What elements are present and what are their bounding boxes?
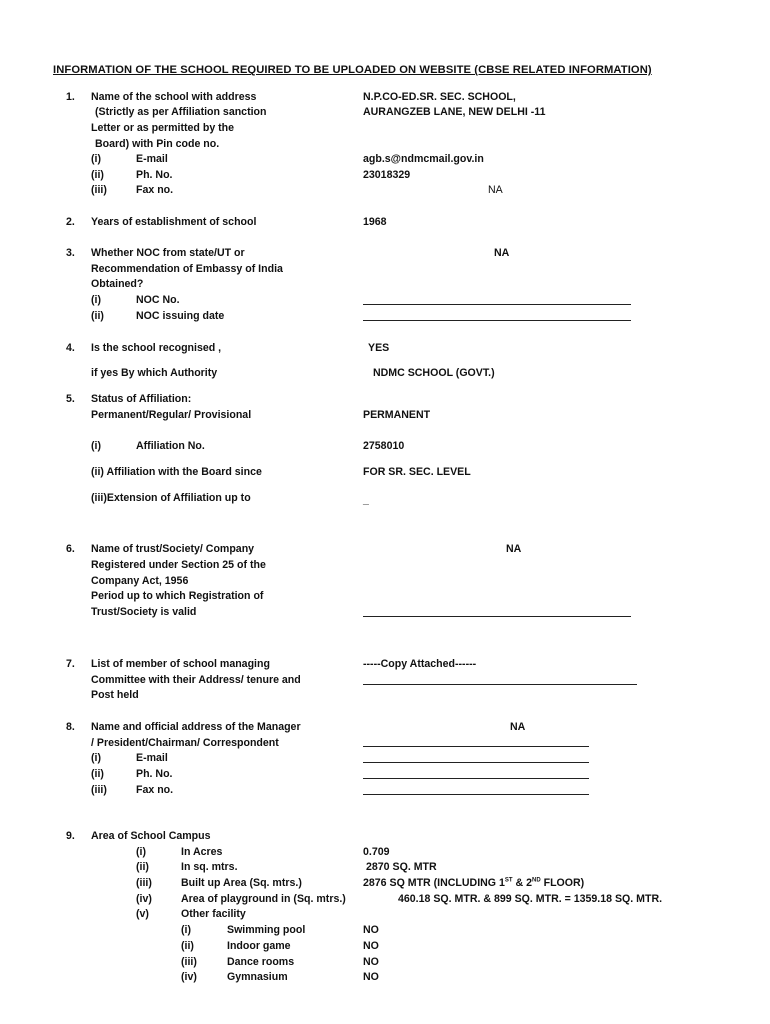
section-1-roman-i: (i) [91,153,101,165]
section-4-label: Is the school recognised , [91,342,222,354]
built-up-area-text: & 2 [512,877,532,889]
noc-date-label: NOC issuing date [136,310,225,322]
affiliation-status-value: PERMANENT [363,409,431,421]
section-7-label-line-2: Committee with their Address/ tenure and [91,674,301,686]
noc-date-blank-line [363,320,631,321]
section-3-label-line-2: Recommendation of Embassy of India [91,263,283,275]
section-5-label-line-1: Status of Affiliation: [91,393,192,405]
section-1-email-label: E-mail [136,153,168,165]
section-1-phone-label: Ph. No. [136,169,173,181]
committee-blank-line [363,684,637,685]
facility-label: Swimming pool [227,924,306,936]
noc-no-label: NOC No. [136,294,180,306]
affiliation-extension-label: (iii)Extension of Affiliation up to [91,492,251,504]
section-7-label-line-1: List of member of school managing [91,658,270,670]
school-email-value: agb.s@ndmcmail.gov.in [363,153,484,165]
affiliation-no-value: 2758010 [363,440,405,452]
section-1-roman-iii: (iii) [91,184,107,196]
affiliation-no-label: Affiliation No. [136,440,205,452]
campus-acres-value: 0.709 [363,846,390,858]
campus-item-roman: (ii) [136,861,149,873]
school-phone-value: 23018329 [363,169,411,181]
campus-sqm-label: In sq. mtrs. [181,861,238,873]
school-address-value: AURANGZEB LANE, NEW DELHI -11 [363,106,546,118]
section-1-fax-label: Fax no. [136,184,174,196]
manager-address-blank-line [363,746,589,747]
manager-phone-blank-line [363,778,589,779]
section-8-roman-i: (i) [91,752,101,764]
facility-label: Dance rooms [227,956,295,968]
section-6-label-line-2: Registered under Section 25 of the [91,559,266,571]
committee-value: -----Copy Attached------ [363,658,477,670]
section-1-label-line-3: Letter or as permitted by the [91,122,235,134]
built-up-area-value [363,877,584,890]
school-fax-value: NA [488,184,503,196]
campus-item-roman: (iv) [136,893,152,905]
noc-no-blank-line [363,304,631,305]
section-1-label-line-1: Name of the school with address [91,91,257,103]
other-facility-label: Other facility [181,908,246,920]
section-8-roman-ii: (ii) [91,768,104,780]
facility-label: Indoor game [227,940,291,952]
facility-roman: (iv) [181,971,197,983]
section-6-label-line-1: Name of trust/Society/ Company [91,543,255,555]
built-up-area-text: FLOOR) [540,877,585,889]
section-6-number: 6. [66,543,75,555]
section-7-label-line-3: Post held [91,689,139,701]
section-5-roman-i: (i) [91,440,101,452]
section-3-roman-i: (i) [91,294,101,306]
section-1-label-line-4: Board) with Pin code no. [95,138,220,150]
section-6-label-line-5: Trust/Society is valid [91,606,197,618]
affiliation-since-value: FOR SR. SEC. LEVEL [363,466,471,478]
facility-value: NO [363,940,379,952]
campus-item-roman: (iii) [136,877,152,889]
facility-value: NO [363,924,379,936]
affiliation-since-label: (ii) Affiliation with the Board since [91,466,262,478]
playground-area-value: 460.18 SQ. MTR. & 899 SQ. MTR. = 1359.18 SQ. MTR. [398,893,663,905]
built-up-area-label: Built up Area (Sq. mtrs.) [181,877,302,889]
recognised-value: YES [368,342,390,354]
section-3-label-line-3: Obtained? [91,278,144,290]
facility-value: NO [363,971,379,983]
section-3-label-line-1: Whether NOC from state/UT or [91,247,245,259]
authority-label: if yes By which Authority [91,367,218,379]
facility-value: NO [363,956,379,968]
manager-email-blank-line [363,762,589,763]
authority-value: NDMC SCHOOL (GOVT.) [373,367,495,379]
section-9-number: 9. [66,830,75,842]
manager-fax-blank-line [363,794,589,795]
section-9-label: Area of School Campus [91,830,211,842]
campus-sqm-value: 2870 SQ. MTR [366,861,437,873]
establishment-year-value: 1968 [363,216,387,228]
playground-area-label: Area of playground in (Sq. mtrs.) [181,893,346,905]
floor-superscript: ND [531,877,541,884]
section-8-label-line-1: Name and official address of the Manager [91,721,301,733]
section-3-number: 3. [66,247,75,259]
section-8-label-line-2: / President/Chairman/ Correspondent [91,737,279,749]
section-8-number: 8. [66,721,75,733]
section-1-label-line-2: (Strictly as per Affiliation sanction [95,106,267,118]
document-title: INFORMATION OF THE SCHOOL REQUIRED TO BE UPLOADED ON WEBSITE (CBSE RELATED INFORMATION) [53,64,652,76]
manager-phone-label: Ph. No. [136,768,173,780]
built-up-area-text: 2876 SQ MTR (INCLUDING 1 [363,877,505,889]
section-7-number: 7. [66,658,75,670]
section-5-label-line-2: Permanent/Regular/ Provisional [91,409,252,421]
floor-superscript: ST [504,877,513,884]
manager-value: NA [510,721,526,733]
section-1-number: 1. [66,91,75,103]
section-1-roman-ii: (ii) [91,169,104,181]
section-5-number: 5. [66,393,75,405]
section-8-roman-iii: (iii) [91,784,107,796]
section-6-label-line-3: Company Act, 1956 [91,575,189,587]
facility-roman: (ii) [181,940,194,952]
trust-validity-blank-line [363,616,631,617]
facility-label: Gymnasium [227,971,288,983]
facility-roman: (iii) [181,956,197,968]
manager-fax-label: Fax no. [136,784,174,796]
campus-item-roman: (i) [136,846,146,858]
noc-value: NA [494,247,510,259]
affiliation-extension-value: _ [363,494,369,506]
section-6-label-line-4: Period up to which Registration of [91,590,264,602]
manager-email-label: E-mail [136,752,168,764]
campus-acres-label: In Acres [181,846,223,858]
section-2-number: 2. [66,216,75,228]
campus-item-roman: (v) [136,908,149,920]
trust-value: NA [506,543,522,555]
section-3-roman-ii: (ii) [91,310,104,322]
section-4-number: 4. [66,342,75,354]
school-name-value: N.P.CO-ED.SR. SEC. SCHOOL, [363,91,516,103]
facility-roman: (i) [181,924,191,936]
section-2-label: Years of establishment of school [91,216,257,228]
